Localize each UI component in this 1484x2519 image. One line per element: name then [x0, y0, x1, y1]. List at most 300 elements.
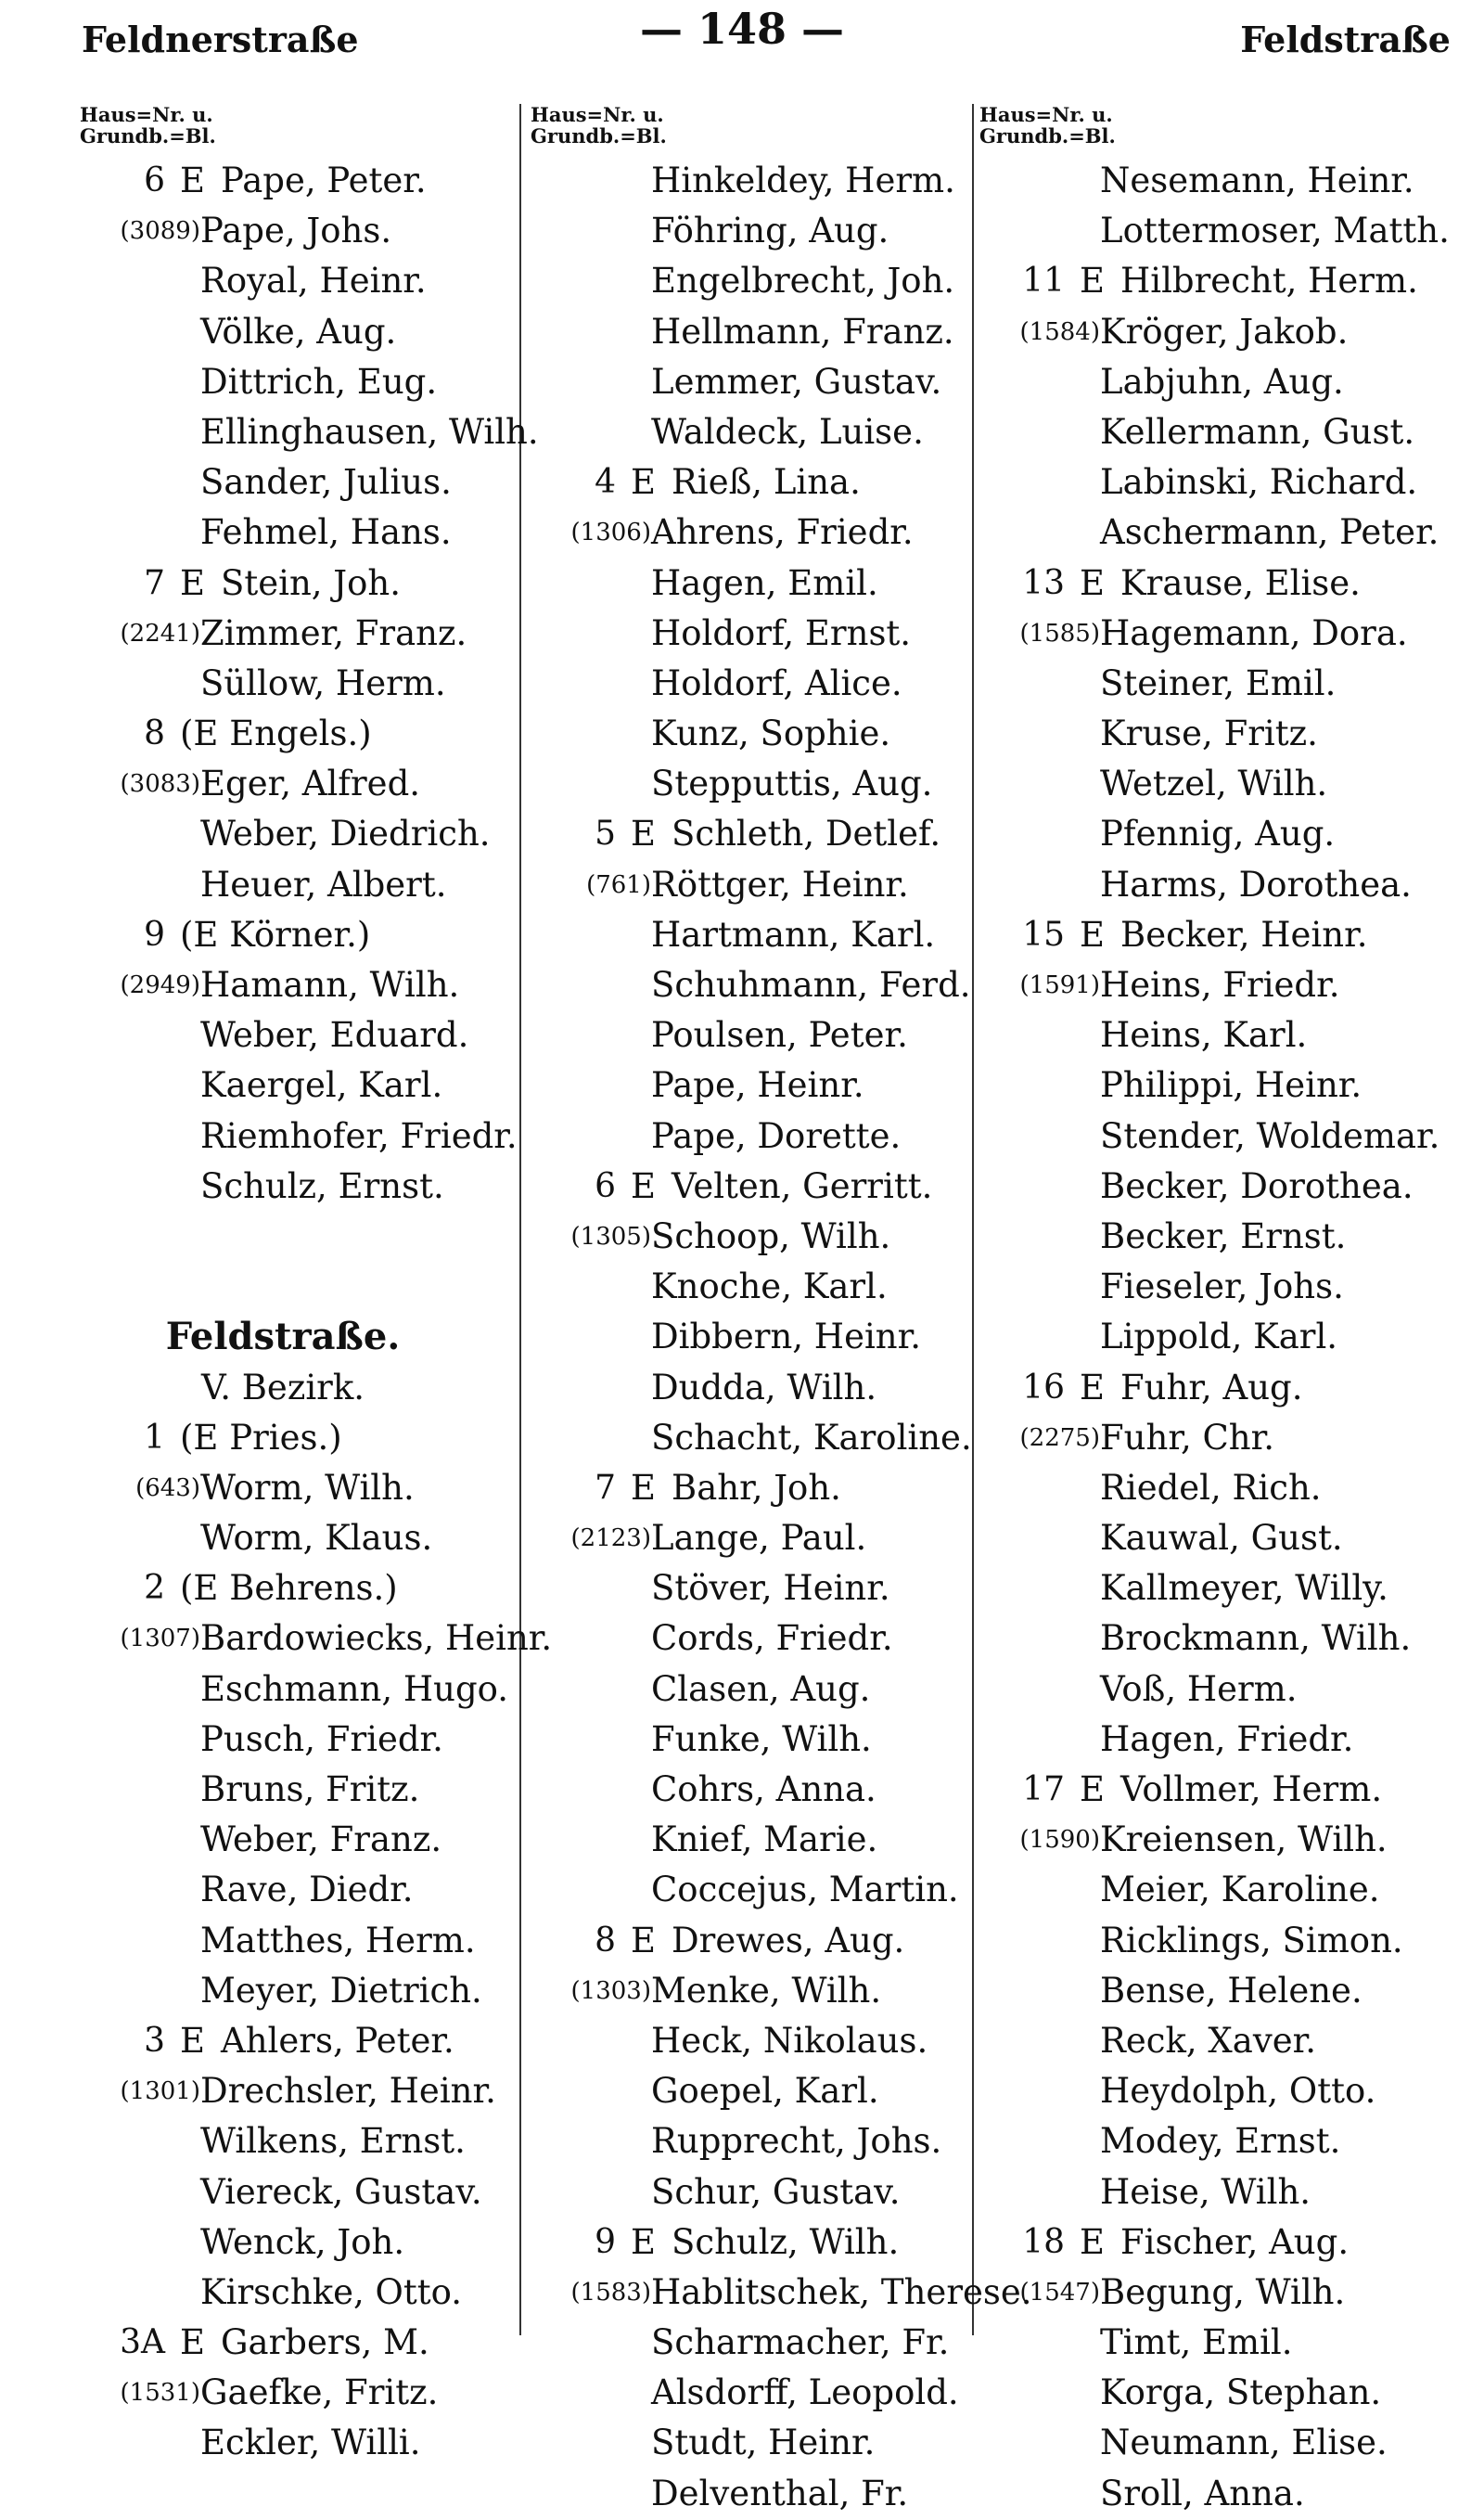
house-number: 6 — [595, 1166, 616, 1205]
column-3 — [979, 104, 1462, 2519]
resident-name: Cohrs, Anna. — [651, 1769, 876, 1809]
land-register-number: (643) — [135, 1473, 200, 1502]
resident-name: Ahlers, Peter. — [221, 2020, 454, 2061]
house-number: 9 — [144, 915, 165, 954]
house-number: 8 — [595, 1921, 616, 1960]
resident-name: Becker, Dorothea. — [1100, 1165, 1414, 1206]
directory-entry — [979, 1563, 1462, 1613]
directory-entry — [979, 1613, 1462, 1664]
directory-entry — [979, 1916, 1462, 1966]
resident-name: Studt, Heinr. — [651, 2423, 876, 2463]
directory-entry — [80, 809, 523, 859]
resident-name: Neumann, Elise. — [1100, 2423, 1388, 2463]
resident-name: Stein, Joh. — [221, 562, 401, 603]
resident-name: Dibbern, Heinr. — [651, 1317, 922, 1357]
directory-entry — [80, 2268, 523, 2318]
directory-entry — [531, 1664, 972, 1715]
column-2 — [531, 103, 1032, 2519]
resident-name: Ahrens, Friedr. — [651, 512, 914, 553]
resident-name: Worm, Klaus. — [200, 1518, 433, 1559]
resident-name: Heins, Karl. — [1100, 1015, 1308, 1056]
resident-name: Riedel, Rich. — [1100, 1467, 1322, 1508]
resident-name: Timt, Emil. — [1100, 2322, 1293, 2363]
land-register-number: (1584) — [1019, 317, 1100, 346]
directory-entry — [979, 1513, 1462, 1563]
house-number: 18 — [1022, 2222, 1065, 2261]
resident-name: Fehmel, Hans. — [200, 512, 452, 553]
land-register-number: (1547) — [1019, 2278, 1100, 2307]
resident-name: Becker, Ernst. — [1100, 1215, 1347, 1256]
section-gap — [80, 1212, 523, 1312]
directory-entry — [80, 1112, 523, 1162]
resident-name: Alsdorff, Leopold. — [651, 2372, 959, 2413]
owner-marker: E — [631, 1920, 657, 1960]
directory-entry — [531, 407, 972, 457]
resident-name: Goepel, Karl. — [651, 2071, 879, 2112]
resident-name: Nesemann, Heinr. — [1100, 161, 1414, 200]
resident-name: Hagen, Friedr. — [1100, 1718, 1354, 1759]
resident-name: Funke, Wilh. — [651, 1718, 872, 1759]
resident-name: Modey, Ernst. — [1100, 2121, 1341, 2162]
directory-entry — [979, 2116, 1462, 2166]
owner-marker: E — [631, 462, 657, 503]
resident-name: Royal, Heinr. — [200, 261, 427, 302]
column-heading-line: Haus=Nr. u. — [80, 103, 213, 126]
land-register-number: (1307) — [120, 1625, 200, 1653]
directory-entry — [531, 1060, 972, 1111]
resident-name: Vollmer, Herm. — [1120, 1769, 1383, 1809]
directory-entry — [531, 960, 972, 1010]
owner-marker: E — [1080, 1769, 1106, 1809]
land-register-number: (3083) — [120, 770, 200, 799]
land-register-number: (1531) — [120, 2379, 200, 2408]
directory-entry — [80, 2167, 523, 2217]
resident-name: Zimmer, Franz. — [200, 612, 467, 653]
directory-entry — [531, 256, 972, 306]
directory-entry — [979, 156, 1462, 206]
directory-entry — [80, 2116, 523, 2166]
resident-name: Bruns, Fritz. — [200, 1769, 420, 1810]
resident-name: Süllow, Herm. — [200, 662, 446, 703]
land-register-number: (1305) — [570, 1222, 651, 1251]
owner-note: (E Engels.) — [180, 713, 372, 754]
directory-entry — [531, 2418, 972, 2468]
house-number: 8 — [144, 714, 165, 753]
directory-entry — [979, 256, 1462, 306]
running-head-right: Feldstraße — [1240, 19, 1451, 60]
resident-name: Worm, Wilh. — [200, 1467, 415, 1508]
directory-entry — [80, 2418, 523, 2468]
resident-name: Ellinghausen, Wilh. — [200, 411, 539, 452]
directory-entry — [531, 206, 972, 256]
resident-name: Heydolph, Otto. — [1100, 2071, 1376, 2112]
directory-entry — [531, 1513, 972, 1563]
directory-entry — [979, 910, 1462, 960]
directory-entry — [80, 2318, 523, 2368]
resident-name: Hagemann, Dora. — [1100, 612, 1408, 653]
owner-marker: E — [631, 2221, 657, 2262]
directory-entry — [531, 2217, 972, 2268]
resident-name: Heck, Nikolaus. — [651, 2020, 928, 2061]
directory-entry — [979, 1765, 1462, 1815]
resident-name: Stepputtis, Aug. — [651, 764, 933, 804]
house-number: 15 — [1022, 915, 1065, 954]
resident-name: Kauwal, Gust. — [1100, 1518, 1343, 1559]
resident-name: Hilbrecht, Herm. — [1120, 261, 1418, 302]
house-number: 6 — [144, 161, 165, 199]
directory-entry — [979, 1865, 1462, 1915]
resident-name: Meier, Karoline. — [1100, 1870, 1380, 1910]
directory-entry — [531, 1463, 972, 1513]
directory-entry — [531, 508, 972, 558]
directory-entry — [531, 357, 972, 407]
resident-name: Fuhr, Aug. — [1120, 1367, 1303, 1407]
directory-entry — [80, 910, 523, 960]
directory-entry — [531, 2268, 1032, 2318]
owner-marker: E — [1080, 1367, 1106, 1407]
directory-entry — [979, 709, 1462, 759]
directory-entry — [979, 559, 1462, 609]
directory-entry — [531, 1162, 972, 1212]
land-register-number: (2123) — [570, 1524, 651, 1553]
house-number: 2 — [144, 1569, 165, 1608]
directory-entry — [979, 1966, 1462, 2016]
page-number: — 148 — — [639, 4, 845, 54]
resident-name: Harms, Dorothea. — [1100, 864, 1412, 905]
resident-name: Poulsen, Peter. — [651, 1015, 908, 1056]
resident-name: Viereck, Gustav. — [200, 2171, 482, 2212]
house-number: 9 — [595, 2222, 616, 2261]
resident-name: Sroll, Anna. — [1100, 2473, 1305, 2513]
directory-entry — [80, 357, 523, 407]
directory-entry — [979, 1162, 1462, 1212]
directory-entry — [531, 1563, 972, 1613]
resident-name: Völke, Aug. — [200, 311, 397, 352]
resident-name: Weber, Franz. — [200, 1819, 442, 1860]
directory-entry — [531, 2368, 972, 2418]
directory-entry — [80, 1865, 523, 1915]
directory-entry — [80, 1715, 523, 1765]
directory-entry — [80, 1162, 523, 1212]
directory-entry — [80, 307, 523, 357]
resident-name: Kellermann, Gust. — [1100, 411, 1415, 452]
directory-entry — [80, 256, 523, 306]
resident-name: Heins, Friedr. — [1100, 965, 1340, 1005]
directory-entry — [80, 1413, 523, 1463]
resident-name: Begung, Wilh. — [1100, 2271, 1346, 2312]
resident-name: Lemmer, Gustav. — [651, 361, 942, 402]
land-register-number: (1585) — [1019, 619, 1100, 648]
resident-name: Riemhofer, Friedr. — [200, 1115, 518, 1156]
directory-entry — [80, 860, 523, 910]
directory-entry — [531, 609, 972, 659]
directory-entry — [531, 307, 972, 357]
directory-entry — [979, 508, 1462, 558]
directory-entry — [531, 1613, 972, 1664]
directory-entry — [979, 2016, 1462, 2066]
directory-entry — [531, 1715, 972, 1765]
directory-entry — [979, 2268, 1462, 2318]
district-label: V. Bezirk. — [200, 1367, 365, 1407]
directory-entry — [531, 1815, 972, 1865]
column-1 — [80, 103, 553, 2469]
resident-name: Pape, Peter. — [221, 161, 427, 200]
directory-entry — [979, 2167, 1462, 2217]
directory-entry — [80, 1815, 523, 1865]
directory-entry — [80, 2368, 523, 2418]
directory-entry — [531, 457, 972, 508]
column-heading-line: Haus=Nr. u. — [979, 103, 1113, 126]
resident-name: Föhring, Aug. — [651, 211, 889, 251]
directory-entry — [979, 307, 1462, 357]
resident-name: Garbers, M. — [221, 2322, 429, 2363]
directory-entry — [80, 508, 523, 558]
directory-entry — [531, 1765, 972, 1815]
resident-name: Coccejus, Martin. — [651, 1870, 959, 1910]
directory-entry — [531, 1966, 972, 2016]
resident-name: Knief, Marie. — [651, 1819, 878, 1860]
directory-entry — [531, 809, 972, 859]
resident-name: Pusch, Friedr. — [200, 1718, 443, 1759]
house-number: 5 — [595, 815, 616, 854]
owner-marker: E — [180, 562, 206, 603]
resident-name: Heuer, Albert. — [200, 864, 447, 905]
resident-name: Fischer, Aug. — [1120, 2221, 1350, 2262]
directory-entry — [531, 759, 972, 809]
resident-name: Lange, Paul. — [651, 1518, 867, 1559]
directory-entry — [979, 609, 1462, 659]
house-number: 4 — [595, 463, 616, 502]
owner-marker: E — [1080, 914, 1106, 955]
resident-name: Hagen, Emil. — [651, 562, 878, 603]
directory-entry — [531, 910, 972, 960]
resident-name: Lottermoser, Matth. — [1100, 211, 1450, 251]
resident-name: Schulz, Wilh. — [672, 2221, 900, 2262]
resident-name: Gaefke, Fritz. — [200, 2372, 439, 2413]
resident-name: Brockmann, Wilh. — [1100, 1618, 1412, 1659]
house-number: 17 — [1022, 1770, 1065, 1808]
resident-name: Bense, Helene. — [1100, 1970, 1362, 2011]
directory-entry — [80, 559, 523, 609]
directory-entry — [979, 1815, 1462, 1865]
resident-name: Weber, Diedrich. — [200, 814, 491, 855]
resident-name: Holdorf, Ernst. — [651, 612, 912, 653]
column-heading-line: Haus=Nr. u. — [531, 103, 664, 126]
directory-entry — [979, 1463, 1462, 1513]
directory-entry — [979, 1010, 1462, 1060]
house-number: 11 — [1022, 262, 1065, 301]
directory-entry — [80, 457, 523, 508]
resident-name: Fieseler, Johs. — [1100, 1266, 1344, 1307]
owner-marker: E — [1080, 562, 1106, 603]
directory-entry — [979, 1262, 1462, 1312]
column-heading-line: Grundb.=Bl. — [80, 124, 216, 148]
land-register-number: (1591) — [1019, 971, 1100, 999]
owner-note: (E Behrens.) — [180, 1568, 398, 1609]
resident-name: Kallmeyer, Willy. — [1100, 1568, 1388, 1609]
directory-entry — [531, 2066, 972, 2116]
directory-entry — [80, 1966, 523, 2016]
directory-entry — [979, 2418, 1462, 2468]
directory-entry — [531, 1413, 972, 1463]
running-head-left: Feldnerstraße — [82, 19, 359, 60]
resident-name: Schur, Gustav. — [651, 2171, 901, 2212]
resident-name: Schulz, Ernst. — [200, 1165, 444, 1206]
owner-marker: E — [1080, 2221, 1106, 2262]
resident-name: Kruse, Fritz. — [1100, 713, 1318, 754]
directory-entry — [531, 1010, 972, 1060]
house-number: 7 — [144, 563, 165, 602]
directory-entry — [531, 2116, 972, 2166]
column-heading-line: Grundb.=Bl. — [979, 124, 1116, 148]
resident-name: Pape, Heinr. — [651, 1065, 864, 1106]
owner-marker: E — [631, 1165, 657, 1206]
directory-entry — [979, 759, 1462, 809]
resident-name: Pfennig, Aug. — [1100, 814, 1336, 855]
resident-name: Hartmann, Karl. — [651, 914, 936, 955]
resident-name: Labinski, Richard. — [1100, 462, 1418, 503]
directory-entry — [979, 1112, 1462, 1162]
resident-name: Ricklings, Simon. — [1100, 1920, 1403, 1960]
resident-name: Labjuhn, Aug. — [1100, 361, 1344, 402]
resident-name: Hamann, Wilh. — [200, 965, 460, 1005]
directory-entry — [531, 1212, 972, 1262]
owner-marker: E — [180, 2020, 206, 2061]
resident-name: Menke, Wilh. — [651, 1970, 882, 2011]
resident-name: Engelbrecht, Joh. — [651, 261, 955, 302]
resident-name: Stöver, Heinr. — [651, 1568, 890, 1609]
land-register-number: (1303) — [570, 1976, 651, 2005]
directory-entry — [979, 2217, 1462, 2268]
owner-marker: E — [631, 814, 657, 855]
directory-entry — [979, 1212, 1462, 1262]
directory-entry — [80, 1010, 523, 1060]
directory-entry — [979, 206, 1462, 256]
land-register-number: (1583) — [570, 2278, 651, 2307]
house-number: 3A — [120, 2323, 165, 2362]
directory-entry — [979, 1413, 1462, 1463]
owner-marker: E — [1080, 261, 1106, 302]
directory-entry — [979, 1664, 1462, 1715]
directory-entry — [979, 1312, 1462, 1362]
column-heading-line: Grundb.=Bl. — [531, 124, 667, 148]
resident-name: Hinkeldey, Herm. — [651, 161, 955, 200]
directory-entry — [80, 709, 523, 759]
land-register-number: (1590) — [1019, 1826, 1100, 1855]
resident-name: Bardowiecks, Heinr. — [200, 1618, 553, 1659]
resident-name: Fuhr, Chr. — [1100, 1417, 1274, 1458]
directory-entry — [80, 1664, 523, 1715]
resident-name: Wilkens, Ernst. — [200, 2121, 466, 2162]
directory-entry — [80, 659, 523, 709]
resident-name: Kröger, Jakob. — [1100, 311, 1349, 352]
resident-name: Kaergel, Karl. — [200, 1065, 443, 1106]
directory-entry — [80, 407, 539, 457]
resident-name: Eger, Alfred. — [200, 764, 421, 804]
house-number: 7 — [595, 1468, 616, 1507]
resident-name: Steiner, Emil. — [1100, 662, 1337, 703]
resident-name: Korga, Stephan. — [1100, 2372, 1382, 2413]
resident-name: Aschermann, Peter. — [1100, 512, 1439, 553]
resident-name: Scharmacher, Fr. — [651, 2322, 950, 2363]
resident-name: Velten, Gerritt. — [672, 1165, 933, 1206]
resident-name: Philippi, Heinr. — [1100, 1065, 1362, 1106]
column-rule — [972, 104, 974, 2335]
owner-note: (E Körner.) — [180, 914, 371, 955]
house-number: 13 — [1022, 563, 1065, 602]
resident-name: Becker, Heinr. — [1120, 914, 1368, 955]
column-heading — [80, 104, 523, 156]
resident-name: Meyer, Dietrich. — [200, 1970, 482, 2011]
resident-name: Eschmann, Hugo. — [200, 1668, 509, 1709]
directory-entry — [979, 1715, 1462, 1765]
resident-name: Drechsler, Heinr. — [200, 2071, 496, 2112]
resident-name: Röttger, Heinr. — [651, 864, 909, 905]
resident-name: Hablitschek, Therese. — [651, 2271, 1032, 2312]
owner-note: (E Pries.) — [180, 1417, 342, 1458]
directory-entry — [531, 559, 972, 609]
resident-name: Bahr, Joh. — [672, 1467, 841, 1508]
resident-name: Pape, Johs. — [200, 211, 392, 251]
column-heading — [531, 104, 972, 156]
directory-entry — [80, 2016, 523, 2066]
resident-name: Delventhal, Fr. — [651, 2473, 909, 2513]
directory-entry — [80, 609, 523, 659]
directory-entry — [979, 1060, 1462, 1111]
directory-entry — [979, 960, 1462, 1010]
resident-name: Voß, Herm. — [1100, 1668, 1298, 1709]
directory-entry — [979, 357, 1462, 407]
resident-name: Pape, Dorette. — [651, 1115, 902, 1156]
resident-name: Rupprecht, Johs. — [651, 2121, 942, 2162]
directory-entry — [531, 860, 972, 910]
column-heading — [979, 104, 1462, 156]
resident-name: Matthes, Herm. — [200, 1920, 476, 1960]
resident-name: Kirschke, Otto. — [200, 2271, 462, 2312]
directory-entry — [80, 960, 523, 1010]
directory-entry — [531, 1916, 972, 1966]
directory-entry — [979, 2469, 1462, 2519]
directory-entry — [531, 1363, 972, 1413]
directory-entry — [80, 1463, 523, 1513]
directory-entry — [80, 1765, 523, 1815]
directory-entry — [80, 2066, 523, 2116]
resident-name: Heise, Wilh. — [1100, 2171, 1311, 2212]
street-section-title: Feldstraße. — [165, 1315, 401, 1359]
directory-entry — [979, 457, 1462, 508]
resident-name: Rieß, Lina. — [672, 462, 861, 503]
directory-entry — [531, 2318, 972, 2368]
resident-name: Kreiensen, Wilh. — [1100, 1819, 1388, 1860]
resident-name: Dudda, Wilh. — [651, 1367, 877, 1407]
house-number: 1 — [144, 1418, 165, 1457]
resident-name: Weber, Eduard. — [200, 1015, 469, 1056]
directory-entry — [80, 2217, 523, 2268]
directory-entry — [531, 2469, 972, 2519]
house-number: 3 — [144, 2021, 165, 2060]
directory-entry — [531, 1112, 972, 1162]
resident-name: Schacht, Karoline. — [651, 1417, 972, 1458]
directory-entry — [80, 156, 523, 206]
land-register-number: (1306) — [570, 519, 651, 547]
directory-entry — [80, 1060, 523, 1111]
house-number: 16 — [1022, 1368, 1065, 1407]
directory-entry — [80, 1613, 553, 1664]
directory-entry — [531, 709, 972, 759]
land-register-number: (2949) — [120, 971, 200, 999]
directory-entry — [979, 2318, 1462, 2368]
resident-name: Clasen, Aug. — [651, 1668, 871, 1709]
